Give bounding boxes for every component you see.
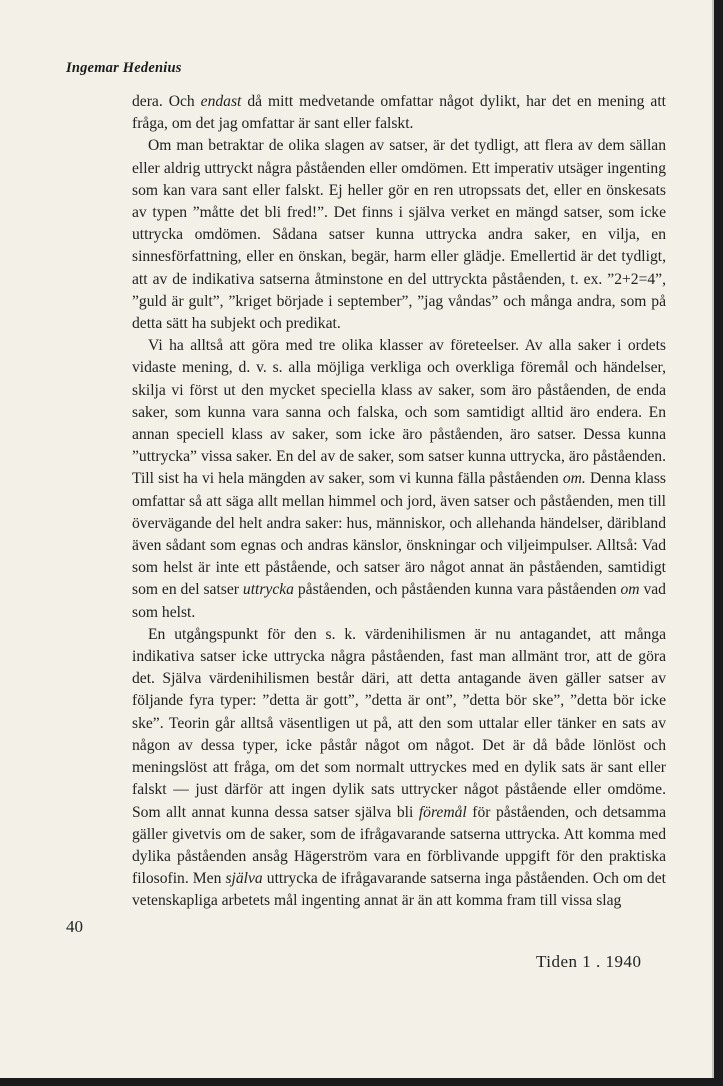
emphasis: uttrycka (242, 581, 294, 599)
text-segment: dera. Och (132, 93, 201, 110)
emphasis: om (620, 581, 640, 599)
text-segment: för påståenden, och detsamma gäller givetvis om de saker, som de ifrågavarande satserna uttrycka. Att komma med dylika påståenden ansåg Hägerström vara en förblivande uppgift för den praktiska filosofin. Men (132, 803, 666, 888)
paragraph-1 (132, 91, 666, 135)
text-segment: Om man betraktar de olika slagen av satser, är det tydligt, att flera av dem sällan eller aldrig uttryckt några påståenden eller omdömen. Ett imperativ utsäger ingenting som kan vara sant eller falskt. Ej heller gör en ren utropssats det, eller en önskesats av typen ”måtte det bli fred!”. Det finns i själva verket en mängd satser, som icke uttrycka omdömen. Sådana satser kunna uttrycka andra saker, en vilja, en sinnesförfattning, eller en önskan, begär, harm eller glädje. Emellertid är det tydligt, att av de indikativa satserna åtminstone en del uttryckta påståenden, t. ex. ”2+2=4”, ”guld är gult”, ”kriget började i september”, ”jag våndas” och många andra, som på detta sätt ha subjekt och predikat. (132, 137, 666, 333)
running-head: Ingemar Hedenius (66, 60, 182, 76)
emphasis: om. (562, 470, 586, 488)
body-text (132, 91, 666, 913)
paragraph-2 (132, 135, 666, 335)
emphasis: endast (200, 93, 242, 110)
text-segment: då mitt medvetande omfattar något dylikt, har det en mening att fråga, om det jag omfattar är sant eller falskt. (132, 93, 666, 133)
emphasis: föremål (418, 803, 467, 821)
paragraph-3 (132, 335, 666, 624)
text-segment: En utgångspunkt för den s. k. värdenihilismen är nu antagandet, att många indikativa satser icke uttrycka några påståenden, fast man allmänt tror, att de göra det. Själva värdenihilismen består däri, att detta antagande även gäller satser av följande fyra typer: ”detta är gott”, ”detta är ont”, ”detta bör ske”, ”detta bör icke ske”. Teorin går alltså väsentligen ut på, att den som uttalar eller tänker en sats av någon av dessa typer, icke påstår något om något. Det är då både lönlöst och meningslöst att fråga, om det som normalt uttryckes med en dylik sats är sant eller falskt — just därför att ingen dylik sats uttrycker något påstående eller omdöme. Som allt annat kunna dessa satser själva bli (132, 625, 666, 821)
text-segment: Vi ha alltså att göra med tre olika klasser av företeelser. Av alla saker i ordets vidaste mening, d. v. s. alla möjliga verkliga och overkliga föremål och händelser, skilja vi först ut den mycket speciella klass av saker, som äro påståenden, de enda saker, som kunna vara sanna och falska, och som samtidigt alltid äro endera. En annan speciell klass av saker, som icke äro påståenden, äro satser. Dessa kunna ”uttrycka” vissa saker. En del av de saker, som satser kunna uttrycka, äro påståenden. Till sist ha vi hela mängden av saker, som vi kunna fälla påståenden (132, 337, 666, 488)
text-segment: påståenden, och påståenden kunna vara påståenden (293, 581, 621, 599)
text-segment: vad som helst. (132, 581, 666, 621)
issue-footer: Tiden 1 . 1940 (536, 952, 642, 971)
text-segment: uttrycka de ifrågavarande satserna inga påståenden. Och om det vetenskapliga arbetets mål ingenting annat är än att komma fram till vissa slag (132, 870, 666, 910)
paragraph-4 (132, 624, 666, 913)
emphasis: själva (225, 870, 263, 888)
text-segment: Denna klass omfattar så att säga allt mellan himmel och jord, även satser och påståenden, men till övervägande del helt andra saker: hus, människor, och allehanda händelser, däribland även sådant som egnas och andras känslor, önskningar och viljeimpulser. Alltså: Vad som helst är inte ett påstående, och satser äro något annat än påståenden, samtidigt som en del satser (132, 470, 666, 599)
page-number: 40 (66, 917, 83, 936)
